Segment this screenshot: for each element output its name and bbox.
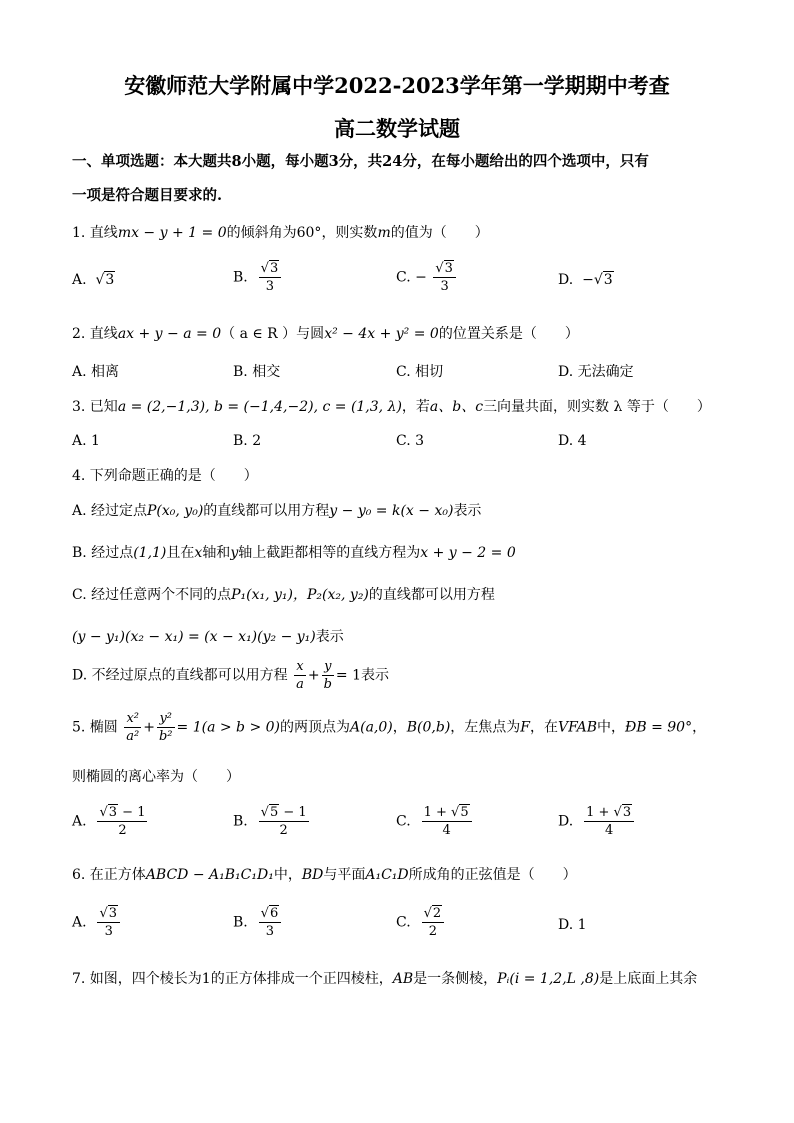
q5-option-b: B. $\frac{√5 - 1}{2}$ bbox=[233, 805, 307, 838]
q4-option-d: D. 不经过原点的直线都可以用方程 $\frac{x}{a}$ + $\frac{y}{b}$ = 1表示 bbox=[72, 659, 390, 692]
q1-option-b: B. $\frac{√3}{3}$ bbox=[233, 260, 283, 295]
q6-option-d: D. 1 bbox=[558, 917, 587, 933]
q1-tail2: 的值为（ ） bbox=[390, 225, 489, 241]
q3-option-d: D. 4 bbox=[558, 433, 587, 449]
q3-three-vectors: a、b、c bbox=[429, 399, 484, 415]
q5-option-c: C. $\frac{1 + √5}{4}$ bbox=[396, 804, 474, 839]
q4-option-a: A. 经过定点P(x₀, y₀)的直线都可以用方程y − y₀ = k(x − x₀)表示 bbox=[72, 503, 482, 519]
q3-option-b: B. 2 bbox=[233, 433, 262, 449]
q5-option-a: A. $\frac{√3 - 1}{2}$ bbox=[72, 805, 146, 838]
exam-title: 安徽师范大学附属中学2022-2023学年第一学期期中考查 bbox=[124, 73, 670, 98]
q1-tail1: ，则实数 bbox=[321, 225, 378, 241]
q2-option-d: D. 无法确定 bbox=[558, 364, 634, 380]
q3-option-c: C. 3 bbox=[396, 433, 425, 449]
q1-angle: 60° bbox=[296, 225, 322, 241]
section-heading-line1: 一、单项选题：本大题共8小题，每小题3分，共24分，在每小题给出的四个选项中，只有 bbox=[72, 153, 649, 170]
q1-equation: mx − y + 1 = 0 bbox=[117, 225, 227, 241]
q2-option-a: A. 相离 bbox=[72, 364, 120, 380]
q4-option-b: B. 经过点(1,1)且在x轴和y轴上截距都相等的直线方程为x + y − 2 = 0 bbox=[72, 545, 516, 561]
exam-subtitle: 高二数学试题 bbox=[334, 116, 460, 141]
q2-option-b: B. 相交 bbox=[233, 364, 281, 380]
q3-vectors: a = (2,−1,3), b = (−1,4,−2), c = (1,3, λ) bbox=[117, 399, 402, 415]
question-3: 3. 已知a = (2,−1,3), b = (−1,4,−2), c = (1,3, λ)，若a、b、c三向量共面，则实数 λ 等于（ ） bbox=[72, 399, 711, 415]
q5-option-d: D. $\frac{1 + √3}{4}$ bbox=[558, 804, 636, 839]
q4-option-c-cont: (y − y₁)(x₂ − x₁) = (x − x₁)(y₂ − y₁)表示 bbox=[72, 629, 344, 645]
q1-var: m bbox=[377, 225, 391, 241]
q6-option-a: A. $\frac{√3}{3}$ bbox=[72, 905, 122, 940]
q6-option-b: B. $\frac{√6}{3}$ bbox=[233, 905, 283, 940]
question-2: 2. 直线ax + y − a = 0（ a ∈ R ）与圆x² − 4x + y² = 0的位置关系是（ ） bbox=[72, 326, 579, 342]
q1-mid: 的倾斜角为 bbox=[226, 225, 297, 241]
question-5: 5. 椭圆 $\frac{\text{x²}}{\text{a²}}$ + $\frac{\text{y²}}{\text{b²}}$ = 1(a > b > 0)的两顶点为A(a,0)，B(0,b)，左焦点为F，在VFAB中，ÐB = 90°， bbox=[72, 711, 707, 744]
q1-option-c: C. − $\frac{√3}{3}$ bbox=[396, 260, 458, 295]
q5-line2: 则椭圆的离心率为（ ） bbox=[72, 769, 240, 785]
question-4: 4. 下列命题正确的是（ ） bbox=[72, 468, 258, 484]
sqrt-icon: √3 bbox=[95, 272, 115, 288]
q6-option-c: C. $\frac{√2}{2}$ bbox=[396, 905, 446, 940]
q2-option-c: C. 相切 bbox=[396, 364, 444, 380]
q4-option-c: C. 经过任意两个不同的点P₁(x₁, y₁)，P₂(x₂, y₂)的直线都可以用方程 bbox=[72, 587, 495, 603]
question-7: 7. 如图，四个棱长为1的正方体排成一个正四棱柱，AB是一条侧棱，Pᵢ(i = 1,2,L ,8)是上底面上其余 bbox=[72, 971, 698, 987]
section-heading-line2: 一项是符合题目要求的. bbox=[72, 187, 223, 204]
q2-line-eq: ax + y − a = 0 bbox=[117, 326, 222, 342]
q3-option-a: A. 1 bbox=[72, 433, 100, 449]
q1-option-a: A. √3 bbox=[72, 272, 115, 288]
q2-circle-eq: x² − 4x + y² = 0 bbox=[324, 326, 439, 342]
question-1 bbox=[72, 222, 489, 242]
q1-prefix: 1. 直线 bbox=[72, 225, 118, 241]
question-6: 6. 在正方体ABCD − A₁B₁C₁D₁中，BD与平面A₁C₁D所成角的正弦值是（ ） bbox=[72, 867, 577, 883]
q1-option-d: D. −√3 bbox=[558, 272, 613, 288]
